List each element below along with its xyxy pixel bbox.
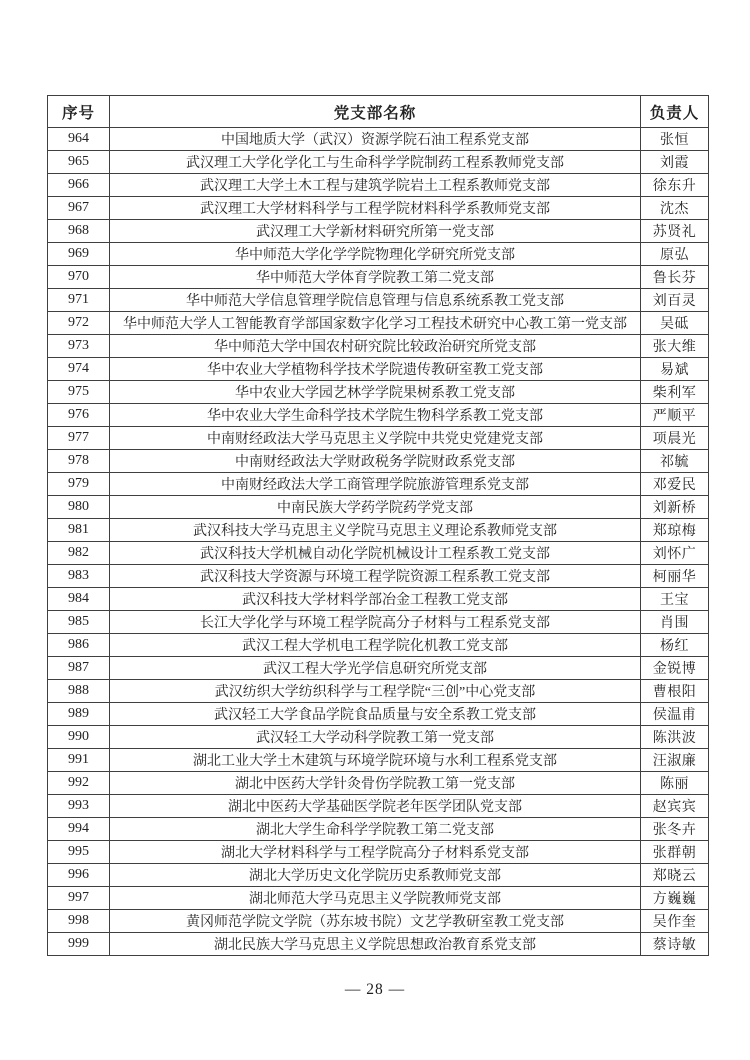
person-cell: 吴砥 — [641, 312, 709, 335]
table-row — [48, 220, 709, 243]
person-cell: 严顺平 — [641, 404, 709, 427]
table-row — [48, 404, 709, 427]
branch-name-cell: 武汉理工大学新材料研究所第一党支部 — [110, 220, 641, 243]
person-cell: 易斌 — [641, 358, 709, 381]
table-row — [48, 542, 709, 565]
branch-name-cell: 湖北大学生命科学学院教工第二党支部 — [110, 818, 641, 841]
serial-cell: 981 — [48, 519, 110, 542]
person-cell: 刘百灵 — [641, 289, 709, 312]
branch-name-cell: 武汉理工大学材料科学与工程学院材料科学系教师党支部 — [110, 197, 641, 220]
serial-cell: 993 — [48, 795, 110, 818]
serial-cell: 996 — [48, 864, 110, 887]
serial-cell: 965 — [48, 151, 110, 174]
header-cell-person: 负责人 — [641, 96, 709, 128]
person-cell: 侯温甫 — [641, 703, 709, 726]
serial-cell: 989 — [48, 703, 110, 726]
table-row — [48, 588, 709, 611]
table-row — [48, 128, 709, 151]
serial-cell: 974 — [48, 358, 110, 381]
branch-name-cell: 华中师范大学人工智能教育学部国家数字化学习工程技术研究中心教工第一党支部 — [110, 312, 641, 335]
table-row — [48, 427, 709, 450]
table-row — [48, 519, 709, 542]
table-row — [48, 450, 709, 473]
serial-cell: 968 — [48, 220, 110, 243]
person-cell: 沈杰 — [641, 197, 709, 220]
person-cell: 蔡诗敏 — [641, 933, 709, 956]
table-row — [48, 818, 709, 841]
branch-name-cell: 湖北大学历史文化学院历史系教师党支部 — [110, 864, 641, 887]
person-cell: 刘霞 — [641, 151, 709, 174]
table-row — [48, 197, 709, 220]
branch-name-cell: 武汉工程大学机电工程学院化机教工党支部 — [110, 634, 641, 657]
person-cell: 曹根阳 — [641, 680, 709, 703]
table-row — [48, 266, 709, 289]
table-row — [48, 795, 709, 818]
serial-cell: 988 — [48, 680, 110, 703]
branch-name-cell: 华中农业大学生命科学技术学院生物科学系教工党支部 — [110, 404, 641, 427]
serial-cell: 983 — [48, 565, 110, 588]
table-row — [48, 473, 709, 496]
branch-name-cell: 武汉科技大学资源与环境工程学院资源工程系教工党支部 — [110, 565, 641, 588]
branch-name-cell: 华中师范大学体育学院教工第二党支部 — [110, 266, 641, 289]
person-cell: 柯丽华 — [641, 565, 709, 588]
branch-name-cell: 华中农业大学植物科学技术学院遗传教研室教工党支部 — [110, 358, 641, 381]
serial-cell: 972 — [48, 312, 110, 335]
table-row — [48, 910, 709, 933]
serial-cell: 966 — [48, 174, 110, 197]
table-row — [48, 657, 709, 680]
branch-name-cell: 华中农业大学园艺林学学院果树系教工党支部 — [110, 381, 641, 404]
header-cell-serial: 序号 — [48, 96, 110, 128]
serial-cell: 973 — [48, 335, 110, 358]
table-row — [48, 174, 709, 197]
branch-name-cell: 华中师范大学信息管理学院信息管理与信息系统系教工党支部 — [110, 289, 641, 312]
branch-name-cell: 武汉理工大学化学化工与生命科学学院制药工程系教师党支部 — [110, 151, 641, 174]
party-branch-table — [47, 95, 709, 956]
person-cell: 邓爱民 — [641, 473, 709, 496]
serial-cell: 977 — [48, 427, 110, 450]
serial-cell: 971 — [48, 289, 110, 312]
person-cell: 柴利军 — [641, 381, 709, 404]
person-cell: 祁毓 — [641, 450, 709, 473]
table-row — [48, 680, 709, 703]
branch-name-cell: 华中师范大学中国农村研究院比较政治研究所党支部 — [110, 335, 641, 358]
serial-cell: 999 — [48, 933, 110, 956]
table-header-row — [48, 96, 709, 128]
serial-cell: 997 — [48, 887, 110, 910]
table-row — [48, 151, 709, 174]
person-cell: 原弘 — [641, 243, 709, 266]
serial-cell: 994 — [48, 818, 110, 841]
table-row — [48, 312, 709, 335]
serial-cell: 978 — [48, 450, 110, 473]
person-cell: 赵宾宾 — [641, 795, 709, 818]
serial-cell: 987 — [48, 657, 110, 680]
branch-name-cell: 武汉科技大学材料学部冶金工程教工党支部 — [110, 588, 641, 611]
person-cell: 鲁长芬 — [641, 266, 709, 289]
serial-cell: 970 — [48, 266, 110, 289]
table-row — [48, 565, 709, 588]
table-row — [48, 289, 709, 312]
serial-cell: 979 — [48, 473, 110, 496]
person-cell: 郑晓云 — [641, 864, 709, 887]
branch-name-cell: 武汉轻工大学动科学院教工第一党支部 — [110, 726, 641, 749]
branch-name-cell: 武汉纺织大学纺织科学与工程学院“三创”中心党支部 — [110, 680, 641, 703]
person-cell: 陈洪波 — [641, 726, 709, 749]
table-row — [48, 358, 709, 381]
person-cell: 苏贤礼 — [641, 220, 709, 243]
serial-cell: 986 — [48, 634, 110, 657]
table-row — [48, 243, 709, 266]
table-row — [48, 772, 709, 795]
branch-name-cell: 长江大学化学与环境工程学院高分子材料与工程系党支部 — [110, 611, 641, 634]
header-cell-branch-name: 党支部名称 — [110, 96, 641, 128]
serial-cell: 964 — [48, 128, 110, 151]
serial-cell: 980 — [48, 496, 110, 519]
branch-name-cell: 武汉轻工大学食品学院食品质量与安全系教工党支部 — [110, 703, 641, 726]
branch-name-cell: 中南财经政法大学财政税务学院财政系党支部 — [110, 450, 641, 473]
person-cell: 方巍巍 — [641, 887, 709, 910]
table-row — [48, 749, 709, 772]
branch-name-cell: 中国地质大学（武汉）资源学院石油工程系党支部 — [110, 128, 641, 151]
serial-cell: 998 — [48, 910, 110, 933]
table-row — [48, 335, 709, 358]
table-row — [48, 933, 709, 956]
person-cell: 肖围 — [641, 611, 709, 634]
person-cell: 王宝 — [641, 588, 709, 611]
branch-name-cell: 湖北中医药大学针灸骨伤学院教工第一党支部 — [110, 772, 641, 795]
table-row — [48, 841, 709, 864]
branch-name-cell: 武汉工程大学光学信息研究所党支部 — [110, 657, 641, 680]
table-row — [48, 611, 709, 634]
person-cell: 吴作奎 — [641, 910, 709, 933]
person-cell: 郑琼梅 — [641, 519, 709, 542]
branch-name-cell: 武汉理工大学土木工程与建筑学院岩土工程系教师党支部 — [110, 174, 641, 197]
serial-cell: 992 — [48, 772, 110, 795]
branch-name-cell: 黄冈师范学院文学院（苏东坡书院）文艺学教研室教工党支部 — [110, 910, 641, 933]
person-cell: 徐东升 — [641, 174, 709, 197]
table-row — [48, 726, 709, 749]
table-row — [48, 634, 709, 657]
person-cell: 汪淑廉 — [641, 749, 709, 772]
branch-name-cell: 武汉科技大学机械自动化学院机械设计工程系教工党支部 — [110, 542, 641, 565]
serial-cell: 967 — [48, 197, 110, 220]
serial-cell: 975 — [48, 381, 110, 404]
person-cell: 刘新桥 — [641, 496, 709, 519]
table-row — [48, 496, 709, 519]
table-row — [48, 887, 709, 910]
person-cell: 张冬卉 — [641, 818, 709, 841]
person-cell: 项晨光 — [641, 427, 709, 450]
person-cell: 张群朝 — [641, 841, 709, 864]
branch-name-cell: 湖北师范大学马克思主义学院教师党支部 — [110, 887, 641, 910]
serial-cell: 984 — [48, 588, 110, 611]
branch-name-cell: 湖北工业大学土木建筑与环境学院环境与水利工程系党支部 — [110, 749, 641, 772]
person-cell: 杨红 — [641, 634, 709, 657]
person-cell: 金锐博 — [641, 657, 709, 680]
page-number: — 28 — — [344, 981, 406, 998]
branch-name-cell: 武汉科技大学马克思主义学院马克思主义理论系教师党支部 — [110, 519, 641, 542]
person-cell: 张恒 — [641, 128, 709, 151]
table-row — [48, 381, 709, 404]
branch-name-cell: 中南财经政法大学工商管理学院旅游管理系党支部 — [110, 473, 641, 496]
person-cell: 陈丽 — [641, 772, 709, 795]
branch-name-cell: 华中师范大学化学学院物理化学研究所党支部 — [110, 243, 641, 266]
serial-cell: 990 — [48, 726, 110, 749]
table-body — [48, 128, 709, 956]
serial-cell: 985 — [48, 611, 110, 634]
person-cell: 刘怀广 — [641, 542, 709, 565]
branch-name-cell: 湖北民族大学马克思主义学院思想政治教育系党支部 — [110, 933, 641, 956]
serial-cell: 991 — [48, 749, 110, 772]
branch-name-cell: 湖北中医药大学基础医学院老年医学团队党支部 — [110, 795, 641, 818]
serial-cell: 982 — [48, 542, 110, 565]
branch-name-cell: 中南财经政法大学马克思主义学院中共党史党建党支部 — [110, 427, 641, 450]
branch-name-cell: 中南民族大学药学院药学党支部 — [110, 496, 641, 519]
serial-cell: 969 — [48, 243, 110, 266]
table-row — [48, 864, 709, 887]
serial-cell: 995 — [48, 841, 110, 864]
branch-name-cell: 湖北大学材料科学与工程学院高分子材料系党支部 — [110, 841, 641, 864]
table-row — [48, 703, 709, 726]
person-cell: 张大维 — [641, 335, 709, 358]
serial-cell: 976 — [48, 404, 110, 427]
